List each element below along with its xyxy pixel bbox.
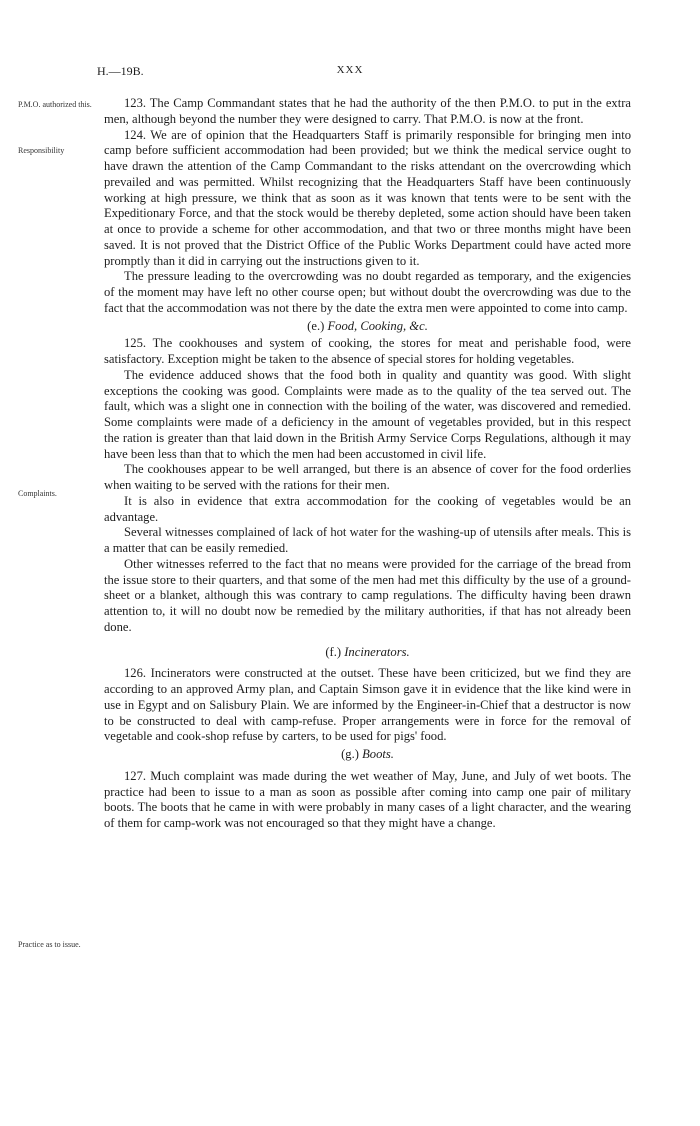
paragraph-126: 126. Incinerators were constructed at the outset. These have been criticized, but we find they are according to an approved Army plan, and Captain Simson gave it in evidence that the like kind were in use in Egypt and on Salisbury Plain. We are informed by the Engineer-in-Chief that a destructor is now to be constructed to deal with camp-refuse. Proper arrangements were in force for the removal of vegetable and cook-shop refuse by carters, to be used for pigs' food. — [104, 666, 631, 744]
section-heading-e — [104, 319, 631, 335]
page-number: XXX — [336, 64, 364, 76]
section-heading-f-label: (f.) — [325, 644, 342, 659]
paragraph-125-cookhouses: The cookhouses appear to be well arranged, but there is an absence of cover for the food orderlies when waiting to be served with the rations for their men. — [104, 462, 631, 492]
page-reference: H.—19B. — [97, 64, 144, 78]
paragraph-123: 123. The Camp Commandant states that he had the authority of the then P.M.O. to put in the extra men, although beyond the number they were designed to carry. That P.M.O. is now at the front. — [104, 96, 631, 126]
section-heading-e-label: (e.) — [307, 318, 325, 333]
margin-note-pmo: P.M.O. authorized this. — [18, 100, 92, 109]
section-heading-g-label: (g.) — [341, 747, 359, 761]
section-heading-e-title: Food, Cooking, &c. — [327, 318, 428, 333]
section-heading-g-title: Boots. — [362, 747, 394, 761]
margin-note-responsibility: Responsibility — [18, 146, 65, 155]
paragraph-127: 127. Much complaint was made during the wet weather of May, June, and July of wet boots. The practice had been to issue to a man as soon as possible after coming into camp one pair of military boots. The boots that he came in with were probably in many cases of a light character, and the wearing of them for camp-work was not encouraged so that they might have a change. — [104, 768, 631, 830]
paragraph-125: 125. The cookhouses and system of cooking, the stores for meat and perishable food, were satisfactory. Exception might be taken to the absence of special stores for holding vegetables. — [104, 336, 631, 366]
paragraph-124-continued: The pressure leading to the overcrowding was no doubt regarded as temporary, and the exigencies of the moment may have left no other course open; but without doubt the overcrowding was due to the fact that the accommodation was not there by the date the extra men were appointed to come into camp. — [104, 269, 631, 315]
paragraph-125-evidence: The evidence adduced shows that the food both in quality and quantity was good. With slight exceptions the cooking was good. Complaints were made as to the quality of the tea served out. The fault, which was a slight one in connection with the boiling of the water, was discovered and remedied. Some complaints were made of a deficiency in the amount of vegetables provided, but in this respect the ration is greater than that laid down in the British Army Service Corps Regulations, although it may have been less than that to which the men had been accustomed in civil life. — [104, 367, 631, 461]
paragraph-125-hot-water: Several witnesses complained of lack of hot water for the washing-up of utensils after meals. This is a matter that can be easily remedied. — [104, 525, 631, 555]
margin-note-complaints: Complaints. — [18, 489, 57, 498]
margin-note-practice: Practice as to issue. — [18, 940, 81, 949]
document-body — [104, 96, 631, 832]
paragraph-125-bread: Other witnesses referred to the fact that no means were provided for the carriage of the bread from the issue store to their quarters, and that some of the men had met this difficulty by the use of a ground-sheet or a blanket, although this was contrary to camp regulations. The difficulty having been drawn attention to, it will no doubt now be remedied by the military authorities, if that has not already been done. — [104, 556, 631, 634]
section-heading-f — [104, 645, 631, 661]
section-heading-f-title: Incinerators. — [344, 644, 410, 659]
paragraph-125-accommodation: It is also in evidence that extra accommodation for the cooking of vegetables would be an advantage. — [104, 493, 631, 524]
section-heading-g — [104, 747, 631, 763]
paragraph-124: 124. We are of opinion that the Headquarters Staff is primarily responsible for bringing men into camp before sufficient accommodation had been provided; but we think the medical service ought to have drawn the attention of the Camp Commandant to the risks attendant on the overcrowding which prevailed and was permitted. Whilst recognizing that the Headquarters Staff have been continuously working at high pressure, we think that as soon as it was known that tents were to be sent with the Expeditionary Force, and that the stock would be thereby depleted, some action should have been taken at once to provide a scheme for other accommodation, and that two or three months might have been saved. It is not proved that the District Office of the Public Works Department could have acted more promptly than it did in carrying out the instructions given to it. — [104, 127, 631, 268]
